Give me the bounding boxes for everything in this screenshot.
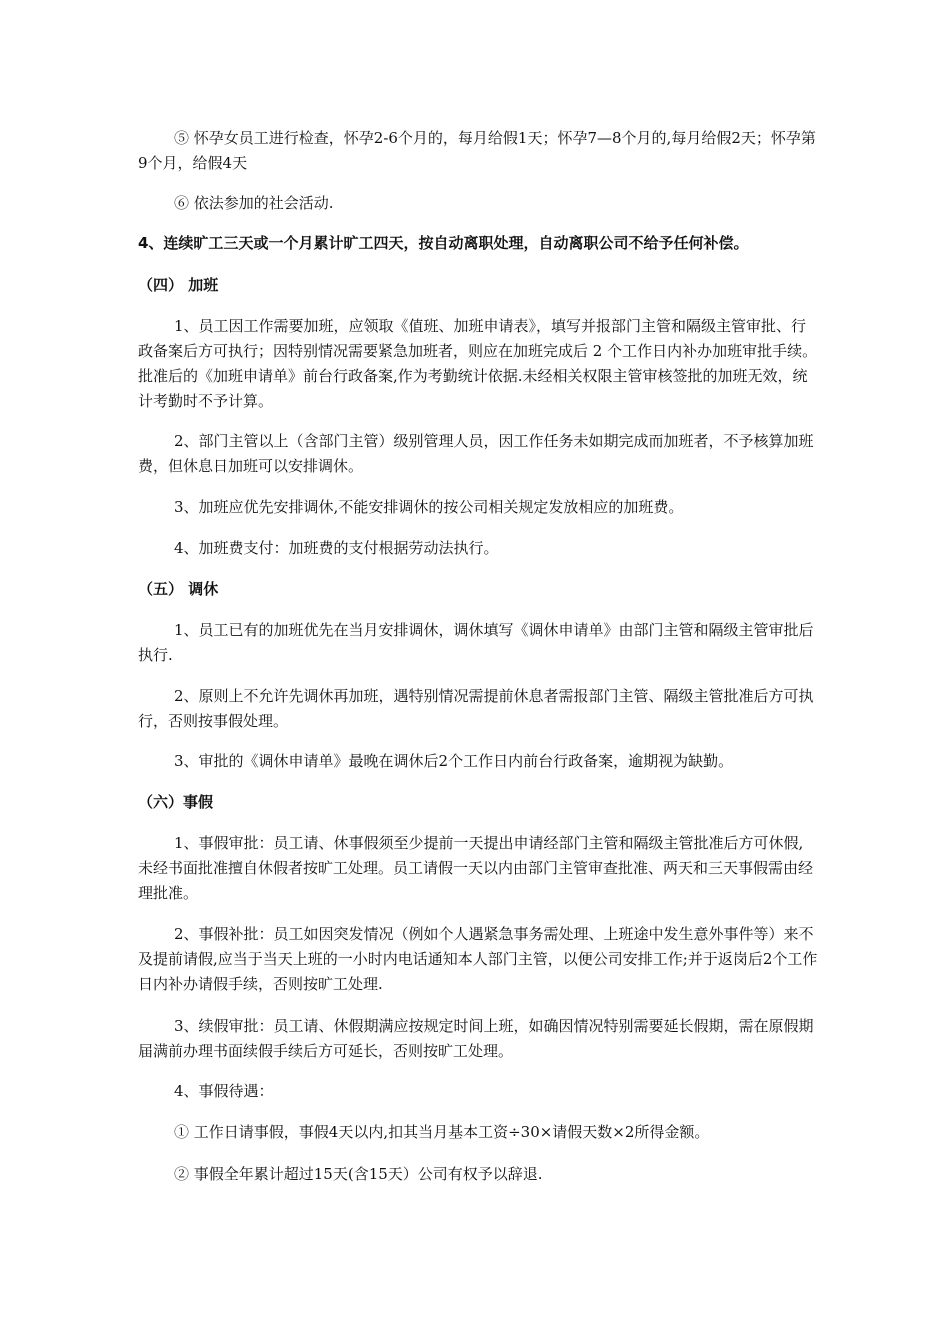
paragraph-overtime-2: 2、部门主管以上（含部门主管）级别管理人员，因工作任务未如期完成而加班者，不予核算加班费，但休息日加班可以安排调休。 xyxy=(138,432,814,475)
section-heading-overtime: （四） 加班 xyxy=(138,276,219,294)
paragraph-overtime-3: 3、加班应优先安排调休,不能安排调休的按公司相关规定发放相应的加班费。 xyxy=(174,498,684,516)
paragraph-comp-leave-1: 1、员工已有的加班优先在当月安排调休，调休填写《调休申请单》由部门主管和隔级主管审批后执行. xyxy=(138,621,814,664)
paragraph-overtime-4: 4、加班费支付：加班费的支付根据劳动法执行。 xyxy=(174,539,499,557)
paragraph-overtime-1: 1、员工因工作需要加班，应领取《值班、加班申请表》，填写并报部门主管和隔级主管审批、行政备案后方可执行；因特别情况需要紧急加班者，则应在加班完成后 2 个工作日内补办加班审批手续。批准后的《加班申请单》前台行政备案,作为考勤统计依据.未经相关权限主管审核签批的加班无效，统计考勤时不予计算。 xyxy=(138,317,818,410)
paragraph-comp-leave-2: 2、原则上不允许先调休再加班，遇特别情况需提前休息者需报部门主管、隔级主管批准后方可执行，否则按事假处理。 xyxy=(138,687,814,730)
paragraph-personal-leave-3: 3、续假审批：员工请、休假期满应按规定时间上班，如确因情况特别需要延长假期，需在原假期届满前办理书面续假手续后方可延长，否则按旷工处理。 xyxy=(138,1017,814,1060)
paragraph-personal-leave-1: 1、事假审批：员工请、休事假须至少提前一天提出申请经部门主管和隔级主管批准后方可休假,未经书面批准擅自休假者按旷工处理。员工请假一天以内由部门主管审查批准、两天和三天事假需由经理批准。 xyxy=(138,834,814,902)
paragraph-comp-leave-3: 3、审批的《调休申请单》最晚在调休后2个工作日内前台行政备案，逾期视为缺勤。 xyxy=(174,752,734,770)
paragraph-personal-leave-2: 2、事假补批：员工如因突发情况（例如个人遇紧急事务需处理、上班途中发生意外事件等）来不及提前请假,应当于当天上班的一小时内电话通知本人部门主管，以便公司安排工作;并于返岗后2个工作日内补办请假手续，否则按旷工处理. xyxy=(138,925,818,993)
paragraph-absenteeism-rule: 4、连续旷工三天或一个月累计旷工四天，按自动离职处理，自动离职公司不给予任何补偿。 xyxy=(138,234,749,252)
paragraph-personal-leave-dismissal: ② 事假全年累计超过15天(含15天）公司有权予以辞退. xyxy=(174,1165,543,1183)
paragraph-pregnancy-leave: ⑤ 怀孕女员工进行检查，怀孕2-6个月的，每月给假1天；怀孕7—8个月的,每月给假2天；怀孕第9个月，给假4天 xyxy=(138,129,816,172)
paragraph-social-activity: ⑥ 依法参加的社会活动. xyxy=(174,194,334,212)
paragraph-personal-leave-pay: ① 工作日请事假，事假4天以内,扣其当月基本工资÷30×请假天数×2所得金额。 xyxy=(174,1123,710,1141)
section-heading-compensatory-leave: （五） 调休 xyxy=(138,580,219,598)
paragraph-personal-leave-4: 4、事假待遇： xyxy=(174,1082,274,1100)
section-heading-personal-leave: （六）事假 xyxy=(138,793,214,811)
